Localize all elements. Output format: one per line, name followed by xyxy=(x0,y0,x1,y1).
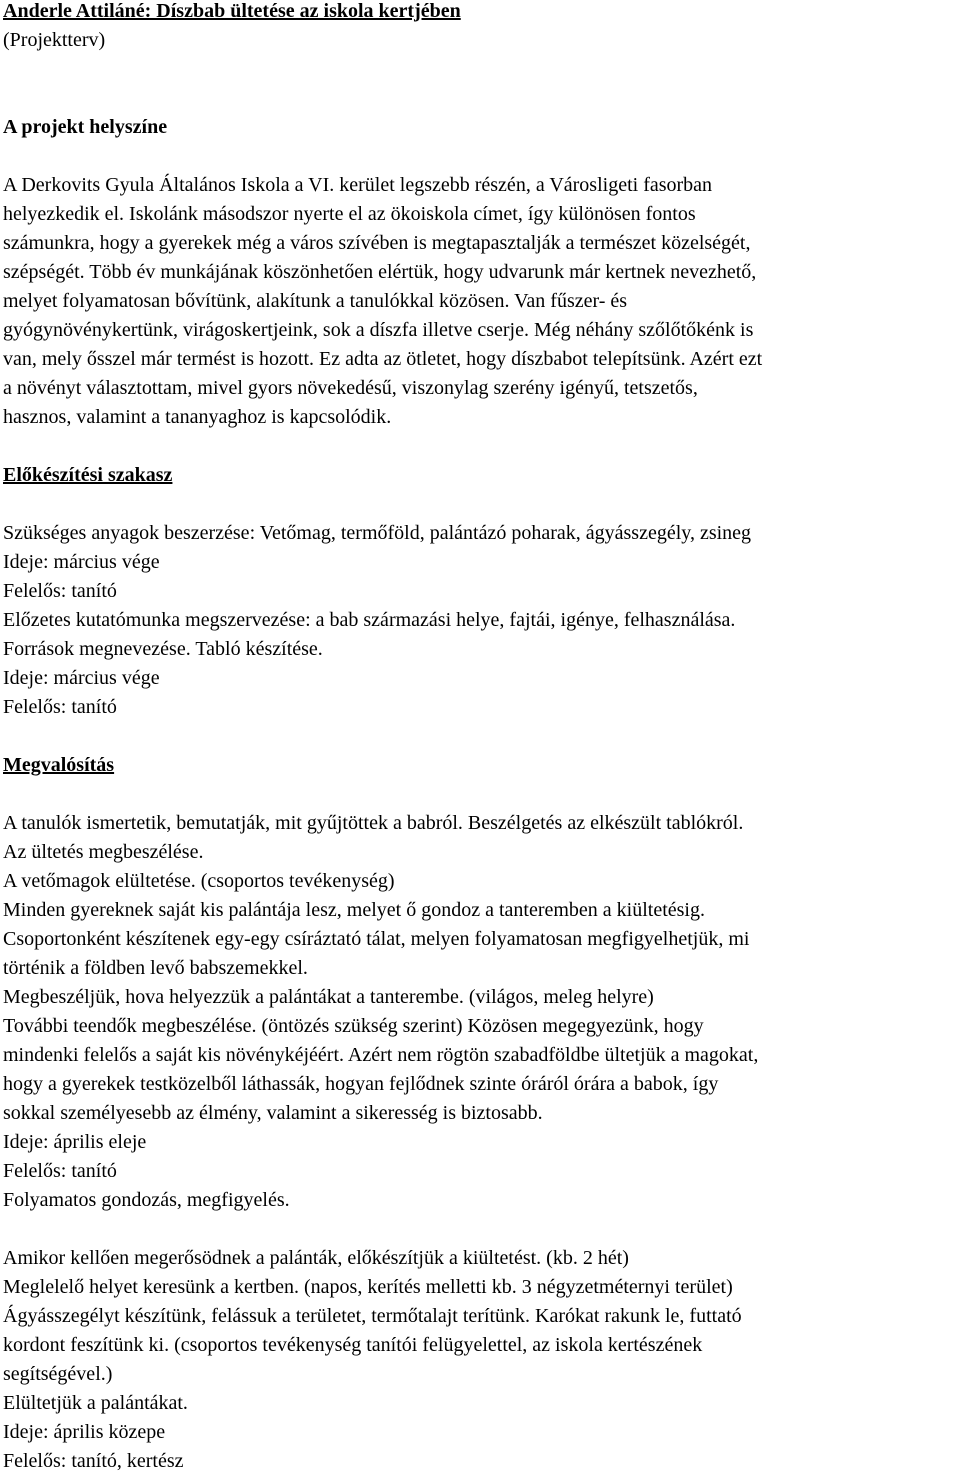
implementation-line: Minden gyereknek saját kis palántája lesz, melyet ő gondoz a tanteremben a kiültetésig. xyxy=(3,899,705,921)
spacer xyxy=(3,722,948,751)
paragraph-line: szépségét. Több év munkájának köszönhetően elértük, hogy udvarunk már kertnek nevezhető, xyxy=(3,261,757,283)
implementation-line: Elültetjük a palántákat. xyxy=(3,1392,188,1414)
implementation-line: mindenki felelős a saját kis növénykéjéért. Azért nem rögtön szabadföldbe ültetjük a magokat, xyxy=(3,1044,759,1066)
implementation-line: Meglelelő helyet keresünk a kertben. (napos, kerítés melletti kb. 3 négyzetméternyi terület) xyxy=(3,1276,733,1298)
implementation-list-b xyxy=(3,1244,948,1476)
section-heading-location: A projekt helyszíne xyxy=(3,116,168,138)
paragraph-line: a növényt választottam, mivel gyors növekedésű, viszonylag szerény igényű, tetszetős, xyxy=(3,377,698,399)
document-subtitle: (Projektterv) xyxy=(3,29,106,51)
implementation-list-a xyxy=(3,809,948,1215)
preparation-line: Felelős: tanító xyxy=(3,696,117,718)
implementation-line: Csoportonként készítenek egy-egy csíráztató tálat, melyen folyamatosan megfigyelhetjük, mi xyxy=(3,928,750,950)
preparation-list xyxy=(3,519,948,722)
implementation-line: A vetőmagok elültetése. (csoportos tevékenység) xyxy=(3,870,395,892)
paragraph-line: gyógynövénykertünk, virágoskertjeink, sok a díszfa illetve cserje. Még néhány szőlőtőkénk is xyxy=(3,319,754,341)
implementation-line: A tanulók ismertetik, bemutatják, mit gyűjtöttek a babról. Beszélgetés az elkészült tablókról. xyxy=(3,812,744,834)
paragraph-line: A Derkovits Gyula Általános Iskola a VI. kerület legszebb részén, a Városligeti fasorban xyxy=(3,174,713,196)
implementation-line: Folyamatos gondozás, megfigyelés. xyxy=(3,1189,290,1211)
paragraph-line: helyezkedik el. Iskolánk másodszor nyerte el az ökoiskola címet, így különösen fontos xyxy=(3,203,696,225)
implementation-line: Az ültetés megbeszélése. xyxy=(3,841,204,863)
preparation-line: Források megnevezése. Tabló készítése. xyxy=(3,638,323,660)
paragraph-line: számunkra, hogy a gyerekek még a város szívében is megtapasztalják a természet közelségét, xyxy=(3,232,751,254)
location-paragraph xyxy=(3,171,948,432)
implementation-line: Felelős: tanító xyxy=(3,1160,117,1182)
implementation-line: Megbeszéljük, hova helyezzük a palántákat a tanterembe. (világos, meleg helyre) xyxy=(3,986,654,1008)
paragraph-line: hasznos, valamint a tananyaghoz is kapcsolódik. xyxy=(3,406,392,428)
preparation-line: Ideje: március vége xyxy=(3,667,160,689)
spacer xyxy=(3,432,948,461)
preparation-line: Előzetes kutatómunka megszervezése: a bab származási helye, fajtái, igénye, felhasználása. xyxy=(3,609,736,631)
implementation-line: Ideje: április közepe xyxy=(3,1421,166,1443)
section-heading-preparation: Előkészítési szakasz xyxy=(3,464,173,486)
document-page xyxy=(3,0,948,1476)
implementation-line: Ágyásszegélyt készítünk, felássuk a területet, termőtalajt terítünk. Karókat rakunk le, futtató xyxy=(3,1305,742,1327)
implementation-line: kordont feszítünk ki. (csoportos tevékenység tanítói felügyelettel, az iskola kertészének xyxy=(3,1334,703,1356)
implementation-line: További teendők megbeszélése. (öntözés szükség szerint) Közösen megegyezünk, hogy xyxy=(3,1015,704,1037)
preparation-line: Ideje: március vége xyxy=(3,551,160,573)
section-heading-implementation: Megvalósítás xyxy=(3,754,115,776)
implementation-line: hogy a gyerekek testközelből láthassák, hogyan fejlődnek szinte óráról órára a babok, így xyxy=(3,1073,719,1095)
implementation-line: segítségével.) xyxy=(3,1363,113,1385)
implementation-line: Ideje: április eleje xyxy=(3,1131,147,1153)
spacer xyxy=(3,55,948,113)
preparation-line: Szükséges anyagok beszerzése: Vetőmag, termőföld, palántázó poharak, ágyásszegély, zsineg xyxy=(3,522,752,544)
implementation-line: Amikor kellően megerősödnek a palánták, előkészítjük a kiültetést. (kb. 2 hét) xyxy=(3,1247,629,1269)
spacer xyxy=(3,1215,948,1244)
document-title: Anderle Attiláné: Díszbab ültetése az iskola kertjében xyxy=(3,0,461,22)
implementation-line: sokkal személyesebb az élmény, valamint a sikeresség is biztosabb. xyxy=(3,1102,543,1124)
paragraph-line: melyet folyamatosan bővítünk, alakítunk a tanulókkal közösen. Van fűszer- és xyxy=(3,290,628,312)
implementation-line: történik a földben levő babszemekkel. xyxy=(3,957,308,979)
spacer xyxy=(3,142,948,171)
preparation-line: Felelős: tanító xyxy=(3,580,117,602)
spacer xyxy=(3,490,948,519)
implementation-line: Felelős: tanító, kertész xyxy=(3,1450,184,1472)
spacer xyxy=(3,780,948,809)
paragraph-line: van, mely ősszel már termést is hozott. Ez adta az ötletet, hogy díszbabot telepítsünk. Azért ezt xyxy=(3,348,763,370)
